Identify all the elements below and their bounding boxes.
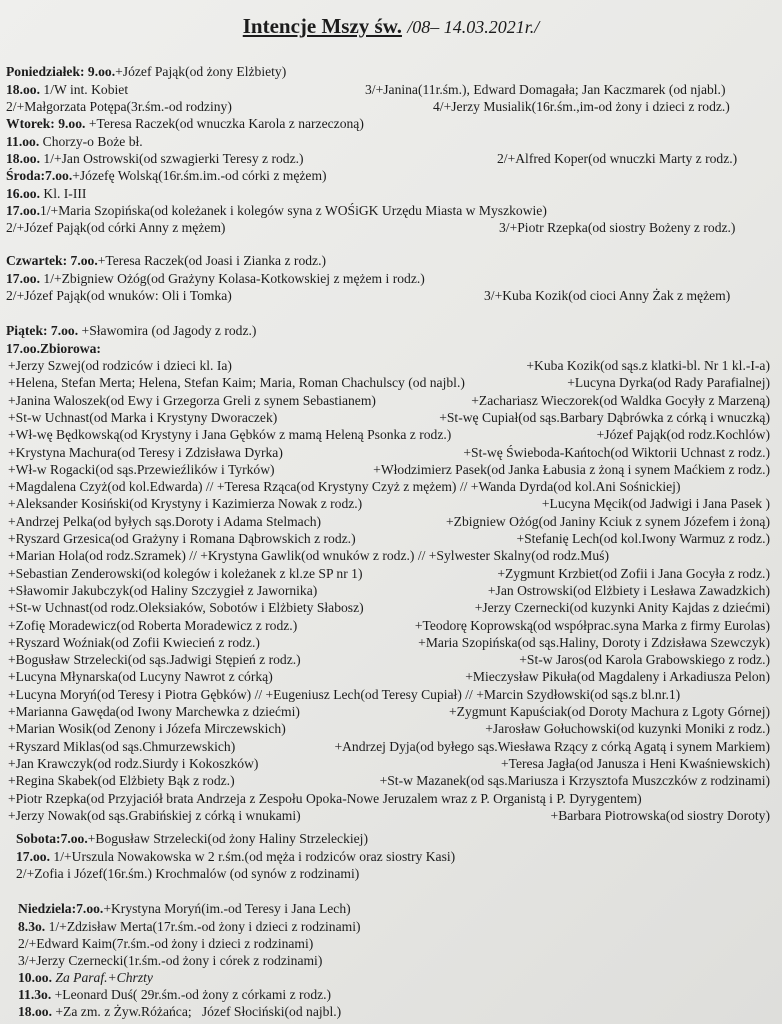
wednesday-intention: 1/+Maria Szopińska(od koleżanek i kolegów syna z WOŚiGK Urzędu Miasta w Myszkowie) [39,203,547,218]
monday-time: 18.oo. [6,82,40,97]
friday-intention-right: +St-w Mazanek(od sąs.Mariusza i Krzysztofa Muszczków z rodzinami) [379,773,770,789]
monday-intention: 1/W int. Kobiet [43,82,129,97]
friday-intention-right: +Lucyna Męcik(od Jadwigi i Jana Pasek ) [541,496,770,512]
tuesday-line-2 [6,134,143,150]
tuesday-intention: Chorzy-o Boże bł. [42,134,143,149]
sunday-intention: 2/+Edward Kaim(7r.śm.-od żony i dzieci z rodzinami) [18,936,314,951]
friday-collective-heading: 17.oo.Zbiorowa: [6,341,101,356]
friday-intention-left: +Wł-w Rogacki(od sąs.Przewieźlików i Tyrków) [8,461,275,477]
saturday-line-1 [16,831,368,847]
friday-intention-left: +Krystyna Machura(od Teresy i Zdzisława Dyrka) [8,444,283,460]
sunday-time: 18.oo. [18,1004,52,1019]
friday-intention-right: +Józef Pająk(od rodz.Kochlów) [596,427,770,443]
friday-intention-right: +Teresa Jagła(od Janusza i Heni Kwaśniewskich) [500,755,770,771]
friday-intention-left: +Ryszard Grzesica(od Grażyny i Romana Dąbrowskich z rodz.) [8,531,356,546]
friday-intention-right: +Jarosław Gołuchowski(od kuzynki Moniki z rodz.) [485,721,770,737]
friday-intention-right: +Zachariasz Wieczorek(od Waldka Gocyły z Marzeną) [471,392,770,408]
monday-intention: 2/+Małgorzata Potępa(3r.śm.-od rodziny) [6,99,232,114]
tuesday-intention: +Teresa Raczek(od wnuczka Karola z narzeczoną) [88,116,364,131]
friday-intention-right: +Zygmunt Krzbiet(od Zofii i Jana Gocyła z rodz.) [497,565,770,581]
friday-intention-left: +Regina Skabek(od Elżbiety Bąk z rodz.) [8,773,235,789]
sunday-intention: +Leonard Duś( 29r.śm.-od żony z córkami z rodz.) [54,987,332,1002]
friday-intention-left: +Lucyna Młynarska(od Lucyny Nawrot z córką) [8,669,273,685]
title-main: Intencje Mszy św. [242,14,402,38]
friday-intention-left: +Aleksander Kosiński(od Krystyny i Kazimierza Nowak z rodz.) [8,496,363,512]
friday-intention-left: +Zofię Moradewicz(od Roberta Moradewicz z rodz.) [8,617,298,633]
sunday-intention: +Za zm. z Żyw.Różańca; [55,1004,192,1019]
friday-intention-right: +Lucyna Dyrka(od Rady Parafialnej) [567,375,770,391]
page-title [0,14,782,39]
saturday-intention: 1/+Urszula Nowakowska w 2 r.śm.(od męża i rodziców oraz siostry Kasi) [53,849,456,864]
friday-intention-right: +Teodorę Koprowską(od współprac.syna Marka z firmy Eurolas) [414,617,770,633]
thursday-day: Czwartek: 7.oo. [6,253,98,268]
friday-intention-right: +Barbara Piotrowska(od siostry Doroty) [550,807,770,823]
friday-intention-right: +Włodzimierz Pasek(od Janka Łabusia z żoną i synem Maćkiem z rodz.) [373,461,770,477]
friday-intention-left: +Marianna Gawęda(od Iwony Marchewka z dziećmi) [8,704,300,719]
sunday-day: Niedziela:7.oo. [18,901,104,916]
thursday-line-1 [6,253,326,269]
sunday-line-6 [18,987,331,1003]
wednesday-intention: Kl. I-III [43,186,87,201]
wednesday-intention: 3/+Piotr Rzepka(od siostry Bożeny z rodz.) [499,220,736,235]
friday-intention-right: +St-w Jaros(od Karola Grabowskiego z rodz.) [519,652,770,668]
sunday-time: 11.3o. [18,987,52,1002]
tuesday-day: Wtorek: 9.oo. [6,116,86,131]
sunday-line-2 [18,919,361,935]
monday-line-2 [6,82,128,98]
thursday-line-2 [6,271,425,287]
wednesday-line-1 [6,168,327,184]
tuesday-line-1 [6,116,364,132]
friday-intention-right: +Jan Ostrowski(od Elżbiety i Lesława Zawadzkich) [487,582,770,598]
thursday-time: 17.oo. [6,271,40,286]
sunday-line-7 [18,1004,341,1020]
friday-intention-left: +Jerzy Szwej(od rodziców i dzieci kl. Ia) [8,358,232,373]
sunday-intention: Za Paraf.+Chrzty [55,970,153,985]
friday-intention-right: +Jerzy Czernecki(od kuzynki Anity Kajdas z dziećmi) [474,600,770,616]
monday-intention: +Józef Pająk(od żony Elżbiety) [115,64,287,79]
title-dates: /08– 14.03.2021r./ [407,17,540,37]
sunday-intention: 3/+Jerzy Czernecki(1r.śm.-od żony i córek z rodzinami) [18,953,323,968]
friday-intention-left: +Lucyna Moryń(od Teresy i Piotra Gębków) // +Eugeniusz Lech(od Teresy Cupiał) // +Marcin Szydłowski(od sąs.z bl.nr.1) [8,686,681,702]
friday-intention-left: +Marian Hola(od rodz.Szramek) // +Krystyna Gawlik(od wnuków z rodz.) // +Sylwester Skalny(od rodz.Muś) [8,548,609,564]
friday-intention-left: +Marian Wosik(od Zenony i Józefa Mirczewskich) [8,721,286,737]
friday-intention-left: +St-w Uchnast(od Marka i Krystyny Dworaczek) [8,409,278,425]
sunday-time: 10.oo. [18,970,52,985]
tuesday-time: 11.oo. [6,134,40,149]
friday-intention-right: +St-wę Świeboda-Kańtoch(od Wiktorii Uchnast z rodz.) [463,444,770,460]
monday-day: Poniedziałek: 9.oo. [6,64,116,79]
thursday-intention: 1/+Zbigniew Ożóg(od Grażyny Kolasa-Kotkowskiej z mężem i rodz.) [43,271,425,286]
sunday-line-5 [18,970,153,986]
friday-intention: +Sławomira (od Jagody z rodz.) [81,323,257,338]
saturday-time: 17.oo. [16,849,50,864]
saturday-day: Sobota:7.oo. [16,831,88,846]
wednesday-line-3 [6,203,547,219]
friday-intention-left: +Janina Waloszek(od Ewy i Grzegorza Greli z synem Sebastianem) [8,392,376,408]
tuesday-line-3 [6,151,304,167]
friday-intention-right: +Zygmunt Kapuściak(od Doroty Machura z Lgoty Górnej) [449,704,770,719]
friday-intention-right: +Mieczysław Pikuła(od Magdaleny i Arkadiusza Pelon) [465,669,770,685]
friday-intention-left: +Sławomir Jakubczyk(od Haliny Szczygieł z Jawornika) [8,582,318,598]
wednesday-day: Środa:7.oo. [6,168,73,183]
monday-line-1 [6,64,286,80]
tuesday-time: 18.oo. [6,151,40,166]
thursday-intention: 3/+Kuba Kozik(od cioci Anny Żak z mężem) [484,288,731,303]
wednesday-time: 17.oo. [6,203,40,218]
saturday-intention: +Bogusław Strzelecki(od żony Haliny Strzeleckiej) [87,831,368,846]
sunday-intention: +Krystyna Moryń(im.-od Teresy i Jana Lech) [103,901,351,916]
friday-intention-left: +Andrzej Pelka(od byłych sąs.Doroty i Adama Stelmach) [8,513,322,529]
thursday-intention: 2/+Józef Pająk(od wnuków: Oli i Tomka) [6,288,232,303]
friday-intention-left: +St-w Uchnast(od rodz.Oleksiaków, Sobotów i Elżbiety Słabosz) [8,600,364,616]
wednesday-line-2 [6,186,86,202]
thursday-intention: +Teresa Raczek(od Joasi i Zianka z rodz.) [97,253,327,268]
sunday-time: 8.3o. [18,919,46,934]
monday-intention: 3/+Janina(11r.śm.), Edward Domagała; Jan Kaczmarek (od njabl.) [365,82,726,97]
wednesday-time: 16.oo. [6,186,40,201]
tuesday-intention: 2/+Alfred Koper(od wnuczki Marty z rodz.) [497,151,738,166]
sunday-line-1 [18,901,351,917]
friday-day: Piątek: 7.oo. [6,323,79,338]
friday-intention-right: +Stefanię Lech(od kol.Iwony Warmuz z rodz.) [516,531,770,546]
friday-intention-right: +Maria Szopińska(od sąs.Haliny, Doroty i Zdzisława Szewczyk) [418,634,770,650]
saturday-line-2 [16,849,455,865]
friday-intention-left: +Piotr Rzepka(od Przyjaciół brata Andrzeja z Zespołu Opoka-Nowe Jeruzalem wraz z P. Organistą i P. Dyrygentem) [8,790,642,806]
friday-intention-left: +Ryszard Miklas(od sąs.Chmurzewskich) [8,738,236,754]
friday-intention-right: +Kuba Kozik(od sąs.z klatki-bl. Nr 1 kl.-I-a) [526,358,770,373]
friday-intention-left: +Ryszard Woźniak(od Zofii Kwiecień z rodz.) [8,634,260,650]
friday-intention-left: +Wł-wę Będkowską(od Krystyny i Jana Gębków z mamą Heleną Psonka z rodz.) [8,427,452,443]
friday-line-1 [6,323,256,339]
wednesday-intention: 2/+Józef Pająk(od córki Anny z mężem) [6,220,226,235]
friday-intention-left: +Magdalena Czyż(od kol.Edwarda) // +Teresa Rząca(od Krystyny Czyż z mężem) // +Wanda Dyrda(od kol.Ani Sośnickiej) [8,479,681,495]
friday-intention-left: +Jan Krawczyk(od rodz.Siurdy i Kokoszków) [8,755,259,771]
monday-intention: 4/+Jerzy Musialik(16r.śm.,im-od żony i dzieci z rodz.) [433,99,730,114]
friday-intention-left: +Helena, Stefan Merta; Helena, Stefan Kaim; Maria, Roman Chachulscy (od najbl.) [8,375,465,391]
wednesday-intention: +Józefę Wolską(16r.śm.im.-od córki z mężem) [72,168,327,183]
saturday-intention: 2/+Zofia i Józef(16r.śm.) Krochmalów (od synów z rodzinami) [16,866,360,881]
friday-intention-right: +Andrzej Dyja(od byłego sąs.Wiesława Rzący z córką Agatą i synem Markiem) [334,738,770,754]
friday-intention-left: +Sebastian Zenderowski(od kolegów i koleżanek z kl.ze SP nr 1) [8,565,363,581]
friday-intention-right: +Zbigniew Ożóg(od Janiny Kciuk z synem Józefem i żoną) [445,513,770,529]
sunday-intention: Józef Słociński(od najbl.) [201,1004,342,1019]
sunday-intention: 1/+Zdzisław Merta(17r.śm.-od żony i dzieci z rodzinami) [48,919,361,934]
friday-intention-right: +St-wę Cupiał(od sąs.Barbary Dąbrówka z córką i wnuczką) [439,409,770,425]
friday-intention-left: +Bogusław Strzelecki(od sąs.Jadwigi Stępień z rodz.) [8,652,301,668]
friday-intention-left: +Jerzy Nowak(od sąs.Grabińskiej z córką i wnukami) [8,807,301,823]
tuesday-intention: 1/+Jan Ostrowski(od szwagierki Teresy z rodz.) [43,151,304,166]
